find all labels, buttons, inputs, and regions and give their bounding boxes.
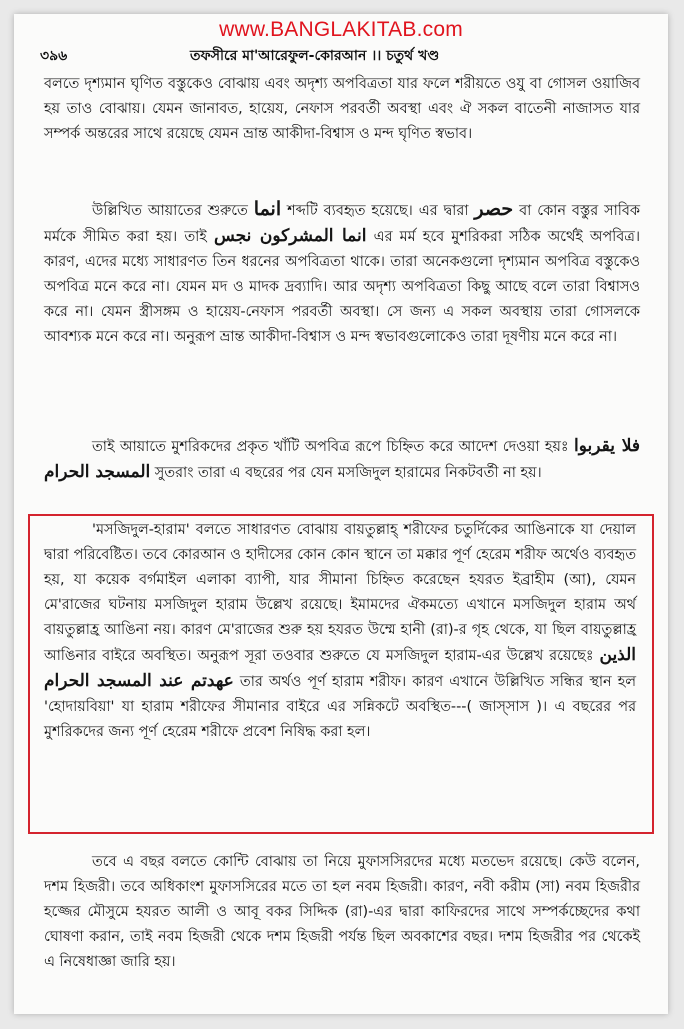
p3-text-2: সুতরাং তারা এ বছরের পর যেন মসজিদুল হারামের নিকটবর্তী না হয়। <box>154 465 542 481</box>
paragraph-1: বলতে দৃশ্যমান ঘৃণিত বস্তুকেও বোঝায় এবং অদৃশ্য অপবিত্রতা যার ফলে শরীয়তে ওযু বা গোসল ওয়াজিব হয় তাও বোঝায়। যেমন জানাবত, হায়েয, নেফাস পরবর্তী অবস্থা এবং ঐ সকল বাতেনী নাজাসত যার সম্পর্ক অন্তরের সাথে রয়েছে যেমন ভ্রান্ত আকীদা-বিশ্বাস ও মন্দ ঘৃণিত স্বভাব। <box>44 76 640 142</box>
p2-text-1: উল্লিখিত আয়াতের শুরুতে <box>92 203 248 219</box>
paragraph-3 <box>44 434 640 486</box>
running-title: তফসীরে মা'আরেফুল-কোরআন ।। চতুর্থ খণ্ড <box>190 48 440 64</box>
p3-text-1: তাই আয়াতে মুশরিকদের প্রকৃত খাঁটি অপবিত্র রূপে চিহ্নিত করে আদেশ দেওয়া হয়ঃ <box>92 439 569 455</box>
page-number: ৩৯৬ <box>40 48 68 64</box>
p2-text-4: এর মর্ম হবে মুশরিকরা সঠিক অর্থেই অপবিত্র। কারণ, এদের মধ্যে সাধারণত তিন ধরনের অপবিত্রতা থাকে। তারা অনেকগুলো দৃশ্যমান অপবিত্র বস্তুকেও অপবিত্র মনে করে না। যেমন মদ ও মাদক দ্রব্যাদি। আর অদৃশ্য অপবিত্রতা কিছু আছে বলে তারা বিশ্বাসও করে না। যেমন স্ত্রীসঙ্গম ও হায়েয-নেফাস পরবর্তী অবস্থা। সে জন্য এ সকল অবস্থায় তারা গোসলকে আবশ্যক মনে করে না। অনুরূপ ভ্রান্ত আকীদা-বিশ্বাস ও মন্দ স্বভাবগুলোকেও তারা দূষণীয় মনে করে না। <box>44 229 640 345</box>
p2-arabic-innama: انما <box>253 198 282 220</box>
p2-arabic-verse: انما المشركون نجس <box>213 226 367 246</box>
page-header <box>14 38 668 62</box>
paragraph-2 <box>44 197 640 350</box>
watermark-url: www.BANGLAKITAB.com <box>219 18 463 41</box>
p3-arabic-verse: فلا يقربوا المسجد الحرام <box>44 436 640 482</box>
document-page <box>14 14 668 1014</box>
p2-text-2: শব্দটি ব্যবহৃত হয়েছে। এর দ্বারা <box>287 203 469 219</box>
p2-arabic-hasr: حصر <box>474 198 514 220</box>
p4-text-1: 'মসজিদুল-হারাম' বলতে সাধারণত বোঝায় বায়তুল্লাহ্ শরীফের চতুর্দিকের আঙিনাকে যা দেয়াল দ্বারা পরিবেষ্টিত। তবে কোরআন ও হাদীসের কোন কোন স্থানে তা মক্কার পূর্ণ হেরেম শরীফ অর্থেও ব্যবহৃত হয়, যা কয়েক বর্গমাইল এলাকা ব্যাপী, যার সীমানা চিহ্নিত করেছেন হযরত ইব্রাহীম (আ), যেমন মে'রাজের ঘটনায় মসজিদুল হারাম উল্লেখ রয়েছে। ইমামদের ঐকমত্যে এখানে মসজিদুল হারাম অর্থ বায়তুল্লাহ্র আঙিনা নয়। কারণ মে'রাজের শুরু হয় হযরত উম্মে হানী (রা)-র গৃহ থেকে, যা ছিল বায়তুল্লাহ্র আঙিনার বাইরে অবস্থিত। অনুরূপ সূরা তওবার শুরুতে যে মসজিদুল হারাম-এর উল্লেখ রয়েছেঃ <box>44 522 636 664</box>
paragraph-5: তবে এ বছর বলতে কোন্টি বোঝায় তা নিয়ে মুফাসসিরদের মধ্যে মতভেদ রয়েছে। কেউ বলেন, দশম হিজরী। তবে অধিকাংশ মুফাসসিরের মতে তা হল নবম হিজরী। কারণ, নবী করীম (সা) নবম হিজরীর হজ্জের মৌসুমে হযরত আলী ও আবূ বকর সিদ্দিক (রা)-এর দ্বারা কাফিরদের সাথে সম্পর্কচ্ছেদের কথা ঘোষণা করান, তাই নবম হিজরী থেকে দশম হিজরী পর্যন্ত ছিল অবকাশের বছর। দশম হিজরীর পর থেকেই এ নিষেধাজ্ঞা জারি হয়। <box>44 854 640 970</box>
p4-text-2: তার অর্থও পূর্ণ হারাম শরীফ। কারণ এখানে উল্লিখিত সন্ধির স্থান হল 'হোদায়বিয়া' যা হারাম শরীফের সীমানার বাইরে এর সন্নিকটে অবস্থিত---( জাস্সাস )। এ বছরের পর মুশরিকদের জন্য পূর্ণ হেরেম শরীফে প্রবেশ নিষিদ্ধ করা হল। <box>44 674 637 740</box>
paragraph-4-highlighted <box>44 518 636 745</box>
p2-text-3: বা কোন বস্তুর সাবিক মর্মকে সীমিত করা হয়। তাই <box>44 203 640 245</box>
p4-arabic-verse: الذين عهدتم عند المسجد الحرام <box>44 645 636 691</box>
